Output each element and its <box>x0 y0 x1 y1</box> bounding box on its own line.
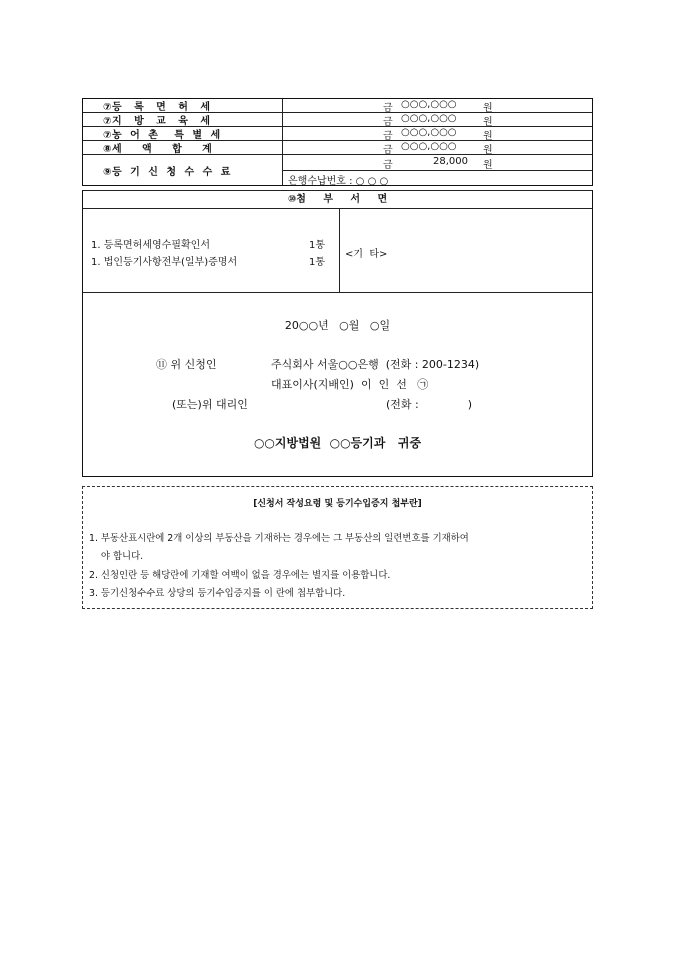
note-item: 1. 부동산표시란에 2개 이상의 부동산을 기재하는 경우에는 그 부동산의 일련번호를 기재하여 <box>89 533 469 544</box>
applicant-company: 주식회사 서울○○은행 (전화 : 200-1234) <box>271 358 480 371</box>
note-item: 야 합니다. <box>89 551 144 562</box>
fee-prefix: 금 <box>383 103 393 114</box>
note-item: 2. 신청인란 등 해당란에 기재할 여백이 없을 경우에는 별지를 이용합니다. <box>89 570 391 581</box>
attachment-item-count: 1통 <box>309 240 326 251</box>
fee-label: ⑦지 방 교 육 세 <box>103 116 211 127</box>
representative: 대표이사(지배인) 이 인 선 ㉠ <box>271 378 429 391</box>
fee-unit: 원 <box>483 160 493 171</box>
court-name: ○○지방법원 ○○등기과 귀중 <box>253 436 422 450</box>
attachments-header: ⑩첨 부 서 면 <box>82 190 593 209</box>
fee-unit: 원 <box>483 145 493 156</box>
fee-unit: 원 <box>483 103 493 114</box>
fee-row-registration-fee <box>83 155 592 185</box>
fee-label: ⑦농 어 촌 특 별 세 <box>103 130 221 141</box>
attachment-other-label: <기 타> <box>345 249 388 260</box>
fee-value: ○○○,○○○ <box>401 127 457 138</box>
fee-row-rural-special-tax <box>83 127 592 141</box>
applicant-label: ⑪ 위 신청인 <box>156 358 217 371</box>
fee-prefix: 금 <box>383 145 393 156</box>
notes-box <box>82 486 593 609</box>
fee-prefix: 금 <box>383 131 393 142</box>
attachment-item-name: 1. 등록면허세영수필확인서 <box>91 240 210 251</box>
date: 20○○년 ○월 ○일 <box>284 319 391 332</box>
fee-row-registration-license-tax <box>83 99 592 113</box>
fee-prefix: 금 <box>383 160 393 171</box>
fee-row-local-education-tax <box>83 113 592 127</box>
attachment-item-count: 1통 <box>309 257 326 268</box>
attachment-item-name: 1. 법인등기사항전부(일부)증명서 <box>91 257 238 268</box>
fee-row-tax-total <box>83 141 592 155</box>
fee-table <box>82 98 593 186</box>
fee-value: ○○○,○○○ <box>401 99 457 110</box>
agent-phone: (전화 : ) <box>386 398 472 411</box>
fee-unit: 원 <box>483 117 493 128</box>
fee-unit: 원 <box>483 131 493 142</box>
bank-receipt-number: 은행수납번호 : ○ ○ ○ <box>288 176 389 187</box>
notes-title: [신청서 작성요령 및 등기수입증지 첩부란] <box>253 499 422 509</box>
fee-value: ○○○,○○○ <box>401 141 457 152</box>
agent-label: (또는)위 대리인 <box>172 398 248 411</box>
attachments-section <box>82 209 593 293</box>
fee-value: ○○○,○○○ <box>401 113 457 124</box>
note-item: 3. 등기신청수수료 상당의 등기수입증지를 이 란에 첩부합니다. <box>89 588 346 599</box>
fee-label: ⑦등 록 면 허 세 <box>103 102 211 113</box>
fee-prefix: 금 <box>383 117 393 128</box>
applicant-section <box>82 293 593 477</box>
fee-value: 28,000 <box>433 156 468 167</box>
fee-label: ⑨등 기 신 청 수 수 료 <box>103 166 231 178</box>
fee-label: ⑧세 액 합 계 <box>103 144 213 155</box>
divider <box>339 209 340 292</box>
